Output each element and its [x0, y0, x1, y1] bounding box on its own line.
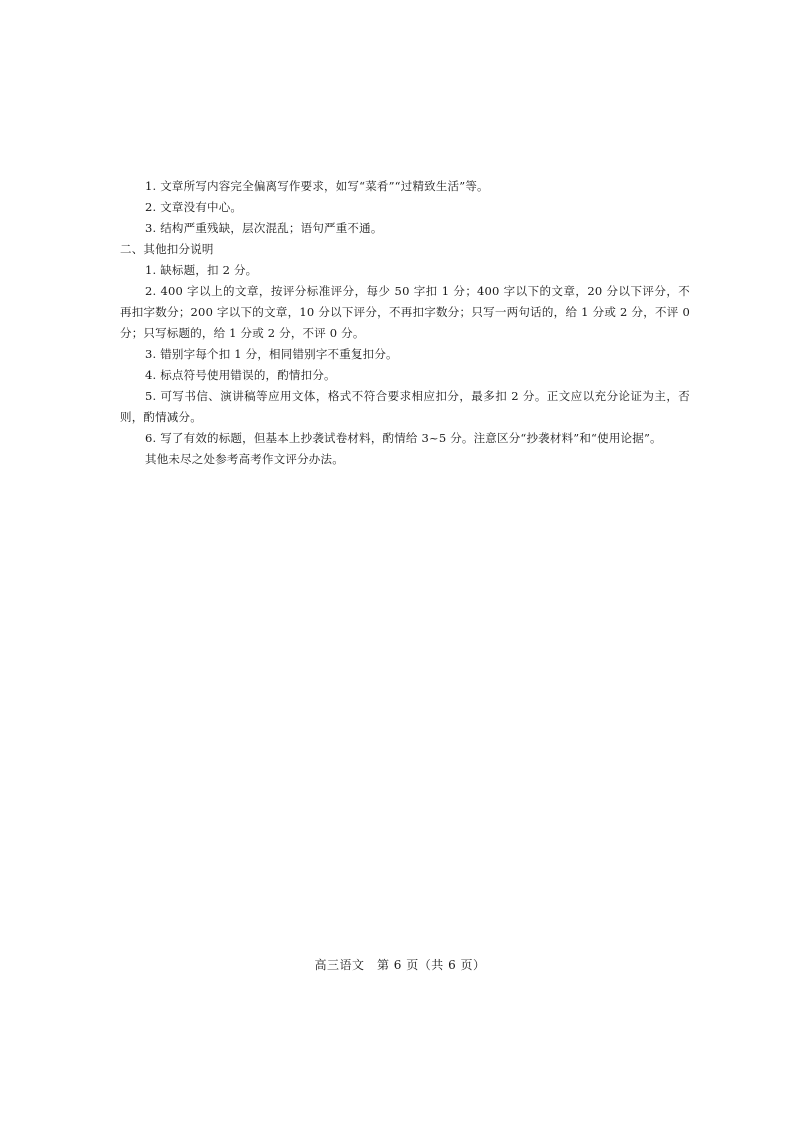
deduction-item-6: 6. 写了有效的标题，但基本上抄袭试卷材料，酌情给 3~5 分。注意区分“抄袭材料”和“使用论据”。: [145, 431, 662, 445]
page-footer: 高三语文 第 6 页（共 6 页）: [314, 958, 486, 972]
grading-content: [120, 176, 690, 470]
section-heading: 二、其他扣分说明: [120, 242, 214, 256]
criterion-item-2: 2. 文章没有中心。: [145, 200, 243, 214]
deduction-item-4: 4. 标点符号使用错误的，酌情扣分。: [145, 368, 336, 382]
closing-note: 其他未尽之处参考高考作文评分办法。: [145, 452, 344, 466]
deduction-item-2: 2. 400 字以上的文章，按评分标准评分，每少 50 字扣 1 分；400 字以下的文章，20 分以下评分，不再扣字数分；200 字以下的文章，10 分以下评分，不再扣字数分；只写一两句话的，给 1 分或 2 分，不评 0 分；只写标题的，给 1 分或 2 分，不评 0 分。: [120, 284, 690, 340]
deduction-item-3: 3. 错别字每个扣 1 分，相同错别字不重复扣分。: [145, 347, 398, 361]
deduction-item-1: 1. 缺标题，扣 2 分。: [145, 263, 258, 277]
criterion-item-1: 1. 文章所写内容完全偏离写作要求，如写“菜肴”“过精致生活”等。: [145, 179, 489, 193]
criterion-item-3: 3. 结构严重残缺，层次混乱；语句严重不通。: [145, 221, 383, 235]
deduction-item-5: 5. 可写书信、演讲稿等应用文体，格式不符合要求相应扣分，最多扣 2 分。正文应以充分论证为主，否则，酌情减分。: [120, 389, 690, 424]
